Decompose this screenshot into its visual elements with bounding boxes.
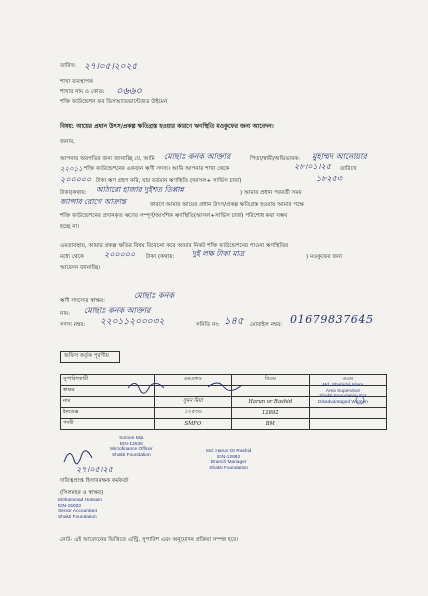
col-bm: বিএম [232,375,309,386]
am-seal-mark [356,396,364,404]
stamp-line: Shakti Foundation For [319,394,367,400]
amount-words-label: টাকা(কথায়: [60,190,87,196]
project-hw: ১৪৫ [224,316,244,327]
member-id-hw: ২২০১১ [60,165,83,173]
accountant-date-hw: ২৭।০৫।২৫ [76,465,113,474]
stamp-line: EIN-12892 [217,454,241,460]
subject: বিষয়: আয়ের প্রধান উৎস/প্রকল্প ক্ষতিগ্রস্ত হওয়ার কারণে ঋণস্থিতি মওকুফের জন্য আবেদন। [60,124,274,130]
waiver-amount-hw: ২০০০০০ [104,250,136,259]
waiver-words-hw: দুই লক্ষ টাকা মাত্র [192,249,245,258]
stamp-line: Shakti Foundation [58,514,97,520]
body-line-3: টাকা ঋণ গ্রহণ করি, যার বর্তমান ঋণস্থিতি (আসল+ সার্ভিস চার্জ) [96,178,242,184]
stamp-line: Shakti Foundation [111,452,151,458]
mobile-label: মোবাইল নম্বর: [250,322,283,328]
branch-code: ০৬৬০ [116,86,143,97]
stamp-line: Microfinance Officer [110,447,153,453]
project-label: সমিতি নং: [196,322,220,328]
cell: ১২৫৩৬ [154,408,231,419]
col-mfo: এমএফও [154,375,231,386]
member-signature-label: ঋণী সদস্যের স্বাক্ষর: [60,298,105,304]
guardian-label: পিতা/স্বামী/অভিভাবক: [250,156,301,162]
stamp-line: EIN-15003 [58,503,81,509]
member-name-hw: মোছাঃ কনক আক্তার [84,306,151,315]
reason-hw: ক্যান্সার রোগে আক্রান্ত [60,197,127,206]
row-label: ইনডেক্স [61,408,155,419]
balance-hw: ১৮২৫৩ [316,174,342,183]
row-label: নাম [61,397,155,408]
words-label: টাকা (কথায়: [146,254,175,260]
body-line-5: কারণে আমার আয়ের প্রধান উৎস/প্রকল্প ক্ষতিগ্রস্ত হওয়ায় আমার পক্ষে [150,202,304,208]
stamp-line: Area Supervisor [325,388,361,394]
accountant-signature [64,451,92,464]
table-corner: সুপারিশকারী [61,375,155,386]
cell: Harun or Rashid [232,397,309,408]
amount-words-hw: আঠারো হাজার দুইশত তিপ্পান্ন [96,185,184,194]
stamp-line: EIN-12536 [119,441,143,447]
cell: 12892 [232,408,309,419]
body-line-4: ) আমার প্রধান পরবর্তী সময় [240,190,302,196]
loan-amount-hw: ২০০০০০ [60,175,92,184]
cell: SMFO [154,419,231,430]
body-line-9-suffix: ) মওকুফের জন্য [306,254,343,260]
body-line-10: আবেদন জানাচ্ছি। [60,265,101,271]
recipient-title: শাখা ব্যবস্থাপক [60,79,93,85]
stamp-line: Somon Mia [119,436,144,441]
col-am: এএম [309,375,387,386]
row-label: পদবী [61,419,155,430]
seal-signature-label: (সিলমহর ও স্বাক্ষর) [60,490,104,496]
date-value: ২৭।০৫।২০২৫ [84,62,138,72]
branch-label: শাখার নাম ও কোড: [60,89,105,95]
bm-signature [208,383,242,391]
body-line-7: হচ্ছে না। [60,224,80,230]
stamp-line: Md. Shahidul Islam [322,383,364,388]
cell: সুমন মিয়া [154,397,231,408]
member-no-label: সদস্য নম্বর: [60,322,86,328]
member-signature: মোছাঃ কনক [134,291,174,300]
body-line-2: শক্তি ফাউন্ডেশনের একজন ঋণী সদস্য। আমি আপনার শাখা থেকে [84,166,230,172]
member-no-hw: ২২০১১২০০০৩২ [100,317,165,327]
applicant-name-hw: মোছাঃ কনক আক্তার [164,152,231,161]
stamp-line: Disadvantaged Women [318,399,368,405]
cell: BM [232,419,309,430]
organization-name: শক্তি ফাউন্ডেশন ফর ডিসঅ্যাডভান্টেজড উইমেন [60,99,168,105]
stamp-line: Branch Manager [210,460,247,466]
body-line-6: শক্তি ফাউন্ডেশনের প্রদানকৃত ঋণের সম্পূর্ণ/আংশিক ঋণস্থিতি(আসল+সার্ভিস চার্জ) পরিশোধ করা সম্ভব [60,213,288,219]
loan-date-hw: ২৮।০১।২৫ [294,162,331,171]
stamp-line: Md. Harun Or Rashid [206,449,252,454]
body-line-9: মধ্যে থেকে [60,254,84,260]
row-label: স্বাক্ষর [61,386,155,397]
stamp-line: Senior Accountant [58,509,97,515]
office-note: অফিস কর্তৃক পূরণীয় [64,353,109,359]
stamp-line: Mohammad Hossain [58,498,102,503]
body-line-1: আপনার অবগতির জন্য জানাচ্ছি যে, আমি [60,156,155,162]
body-line-8: এমতাবস্থায়, আমার প্রকল্প ক্ষতির বিষয় বিবেচনা করে আমার নিকট শক্তি ফাউন্ডেশনের পাওনা ঋণস্থিতির [60,243,289,249]
date-suffix: তারিখে [340,166,357,172]
accountant-title: দায়িত্বপ্রাপ্ত হিসাবরক্ষক কর্মকর্তা [60,478,129,484]
guardian-name-hw: মুহাম্মদ আনোয়ার [312,152,367,161]
stamp-line: Shakti Foundation [209,465,248,471]
salutation: জনাব, [60,139,75,145]
date-label: তারিখ: [60,63,77,69]
mobile-hw: 01679837645 [290,313,374,326]
mfo-signature [128,383,164,393]
footnote: নোট- এই আবেদনের ভিত্তিতে এন্ট্রি, সুপারিশ এবং অনুমোদন প্রক্রিয়া সম্পন্ন হবে। [60,537,239,543]
member-name-label: নাম: [60,311,70,317]
